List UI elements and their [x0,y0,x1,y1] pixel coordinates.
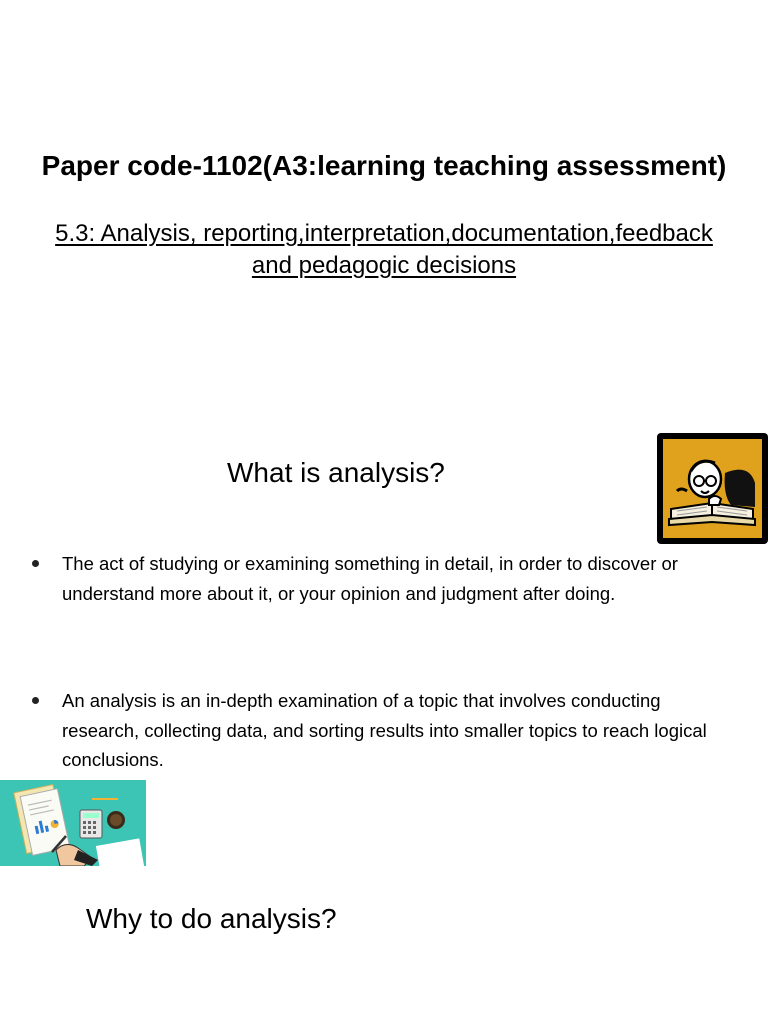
topic-subtitle-line-1: 5.3: Analysis, reporting,interpretation,documentation,feedback [55,220,713,247]
what-is-analysis-heading: What is analysis? [227,457,445,488]
definition-list-1 [30,549,730,608]
definition-list-2 [30,686,730,775]
list-item [30,686,730,775]
bullet-text: An analysis is an in-depth examination of a topic that involves conducting research, collecting data, and sorting results into smaller topics to reach logical conclusions. [62,690,707,770]
topic-subtitle-line-2: and pedagogic decisions [251,252,517,279]
topic-subtitle [10,218,758,282]
paper-title: Paper code-1102(A3:learning teaching assessment) [41,150,727,181]
documents-calculator-hand-illustration [0,780,146,866]
bullet-icon [32,697,39,704]
why-do-analysis-heading: Why to do analysis? [86,903,337,934]
bullet-text: The act of studying or examining something in detail, in order to discover or understand more about it, or your opinion and judgment after doing. [62,553,678,604]
person-reading-book-icon [657,433,768,544]
list-item [30,549,730,608]
bullet-icon [32,560,39,567]
